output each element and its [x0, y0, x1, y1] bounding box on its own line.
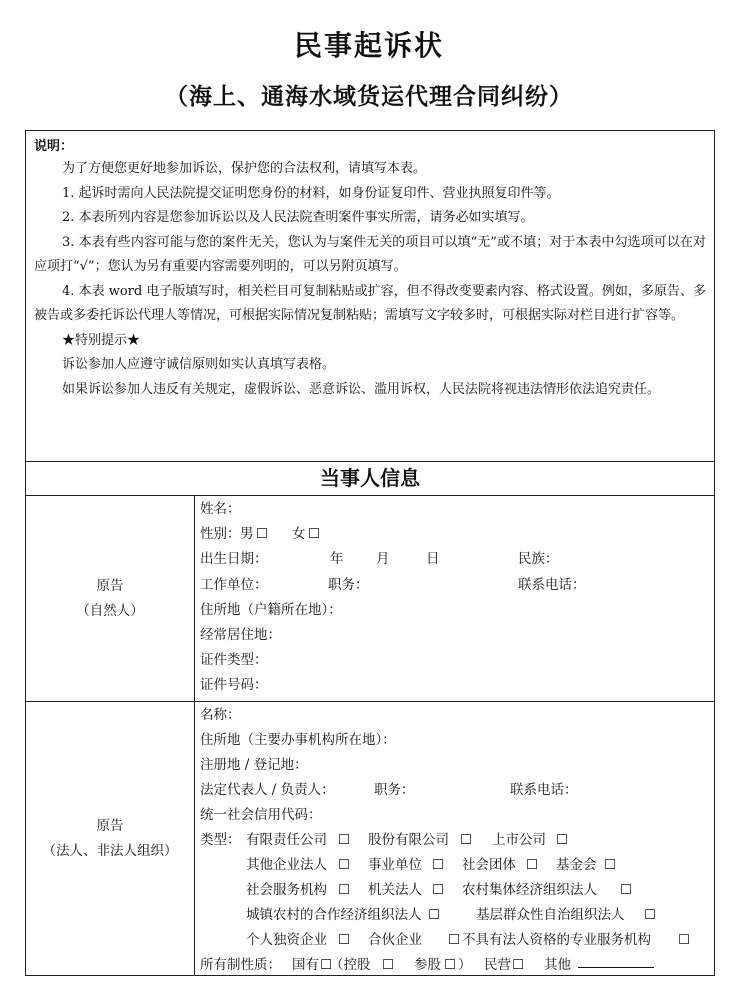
position-field[interactable]: 职务： [328, 576, 369, 593]
type-row-3 [200, 878, 710, 903]
workplace-field[interactable]: 工作单位： [200, 576, 268, 593]
divider [26, 701, 714, 702]
female-checkbox[interactable] [308, 522, 320, 547]
female-checkbox-label: 女 [292, 526, 306, 543]
instruction-line: 为了方便您更好地参加诉讼，保护您的合法权利，请填写本表。 [62, 161, 427, 176]
type-option-label: 城镇农村的合作经济组织法人 [246, 907, 422, 923]
type-checkbox[interactable] [604, 853, 616, 878]
section-title: 当事人信息 [320, 466, 420, 490]
type-checkbox[interactable] [338, 928, 350, 953]
representative-field[interactable]: 法定代表人 / 负责人： [200, 782, 335, 798]
id-number-row [200, 673, 710, 698]
registration-row [200, 753, 710, 778]
private-checkbox[interactable] [512, 953, 524, 978]
residence-field[interactable]: 经常居住地： [200, 626, 281, 643]
ownership-label: 所有制性质： [200, 957, 281, 973]
column-divider [194, 495, 195, 976]
org-domicile-field[interactable]: 住所地（主要办事机构所在地）： [200, 732, 396, 748]
type-checkbox[interactable] [460, 828, 472, 853]
plaintiff-sub-label: （自然人） [76, 603, 144, 619]
instruction-line: 3. 本表有些内容可能与您的案件无关，您认为与案件无关的项目可以填“无”或不填；对于本表中勾选项可以在对应项打“√”；您认为另有重要内容需要列明的，可以另附页填写。 [34, 234, 706, 274]
type-option-label: 农村集体经济组织法人 [462, 882, 597, 898]
id-type-row [200, 648, 710, 673]
credit-code-row [200, 803, 710, 828]
plaintiff-label: 原告 [96, 818, 124, 834]
month-label: 月 [376, 551, 390, 568]
type-checkbox[interactable] [432, 853, 444, 878]
divider [26, 495, 714, 496]
holding-label: （控股 [330, 957, 371, 973]
instructions-block [34, 137, 706, 402]
private-label: 民营 [484, 957, 511, 973]
type-option-label: 基金会 [556, 857, 597, 873]
id-type-field[interactable]: 证件类型： [200, 652, 268, 669]
type-checkbox[interactable] [338, 878, 350, 903]
name-field[interactable]: 姓名： [200, 501, 241, 517]
type-checkbox[interactable] [556, 828, 568, 853]
type-label: 类型： [200, 832, 241, 848]
type-checkbox[interactable] [448, 928, 460, 953]
type-checkbox[interactable] [338, 828, 350, 853]
type-option-label: 有限责任公司 [246, 832, 327, 848]
plaintiff-legal-label [26, 814, 194, 864]
type-checkbox[interactable] [428, 903, 440, 928]
ownership-row [200, 953, 710, 978]
instruction-line: 2. 本表所列内容是您参加诉讼以及人民法院查明案件事实所需，请务必如实填写。 [62, 210, 534, 225]
type-row-4 [200, 903, 710, 928]
type-option-label: 其他企业法人 [246, 857, 327, 873]
instruction-line: 如果诉讼参加人违反有关规定，虚假诉讼、恶意诉讼、滥用诉权，人民法院将视违法情形依法追究责任。 [62, 381, 661, 397]
type-option-label: 社会服务机构 [246, 882, 327, 898]
close-paren: ） [458, 957, 472, 973]
name-row [200, 497, 710, 522]
type-row-1 [200, 828, 710, 853]
org-name-field[interactable]: 名称： [200, 707, 241, 723]
type-option-label: 不具有法人资格的专业服务机构 [462, 932, 651, 948]
day-label: 日 [426, 551, 440, 568]
type-option-label: 机关法人 [368, 882, 422, 898]
phone-field[interactable]: 联系电话： [518, 576, 586, 593]
org-domicile-row [200, 728, 710, 753]
instruction-line: 4. 本表 word 电子版填写时，相关栏目可复制粘贴或扩容，但不得改变要素内容、格式设置。例如，多原告、多被告或多委托诉讼代理人等情况，可根据实际情况复制粘贴；需填写文字较多时，可根据实际对栏目进行扩容等。 [34, 283, 706, 323]
type-checkbox[interactable] [678, 928, 690, 953]
type-row-2 [200, 853, 710, 878]
birth-row [200, 547, 710, 572]
type-option-label: 股份有限公司 [368, 832, 449, 848]
type-checkbox[interactable] [338, 853, 350, 878]
type-option-label: 社会团体 [462, 857, 516, 873]
gender-label: 性别： [200, 526, 241, 543]
id-number-field[interactable]: 证件号码： [200, 677, 268, 694]
domicile-row [200, 598, 710, 623]
document-subtitle: （海上、通海水域货运代理合同纠纷） [165, 84, 573, 110]
state-owned-label: 国有 [292, 957, 319, 973]
instruction-line: 诉讼参加人应遵守诚信原则如实认真填写表格。 [62, 357, 336, 372]
credit-code-field[interactable]: 统一社会信用代码： [200, 807, 322, 823]
residence-row [200, 623, 710, 648]
legal-person-fields [200, 703, 710, 978]
registration-field[interactable]: 注册地 / 登记地： [200, 757, 308, 773]
holding-checkbox[interactable] [382, 953, 394, 978]
type-checkbox[interactable] [644, 903, 656, 928]
type-checkbox[interactable] [526, 853, 538, 878]
special-notice-heading: ★特别提示★ [62, 332, 141, 348]
male-checkbox-label: 男 [240, 526, 254, 543]
male-checkbox[interactable] [256, 522, 268, 547]
type-row-5 [200, 928, 710, 953]
natural-person-fields [200, 497, 710, 699]
org-name-row [200, 703, 710, 728]
instruction-line: 1. 起诉时需向人民法院提交证明您身份的材料，如身份证复印件、营业执照复印件等。 [62, 185, 560, 201]
rep-phone-field[interactable]: 联系电话： [510, 782, 578, 798]
plaintiff-natural-label [26, 574, 194, 624]
type-checkbox[interactable] [620, 878, 632, 903]
other-label: 其他 [544, 957, 571, 973]
other-input-line[interactable] [578, 953, 654, 968]
domicile-field[interactable]: 住所地（户籍所在地）： [200, 601, 342, 618]
type-option-label: 上市公司 [492, 832, 546, 848]
type-checkbox[interactable] [432, 878, 444, 903]
type-option-label: 个人独资企业 [246, 932, 327, 948]
form-frame [25, 130, 715, 976]
document-title: 民事起诉状 [293, 29, 444, 62]
ethnicity-field[interactable]: 民族： [518, 551, 559, 568]
plaintiff-sub-label: （法人、非法人组织） [42, 843, 178, 859]
share-checkbox[interactable] [444, 953, 456, 978]
birth-date-field[interactable]: 出生日期： [200, 551, 268, 568]
gender-row [200, 522, 710, 547]
type-option-label: 基层群众性自治组织法人 [476, 907, 625, 923]
type-option-label: 合伙企业 [368, 932, 422, 948]
year-label: 年 [330, 551, 344, 568]
share-label: 参股 [414, 957, 441, 973]
representative-row [200, 778, 710, 803]
work-row [200, 573, 710, 598]
rep-position-field[interactable]: 职务： [374, 782, 415, 798]
instructions-heading: 说明： [34, 139, 74, 154]
type-option-label: 事业单位 [368, 857, 422, 873]
plaintiff-label: 原告 [96, 578, 124, 594]
